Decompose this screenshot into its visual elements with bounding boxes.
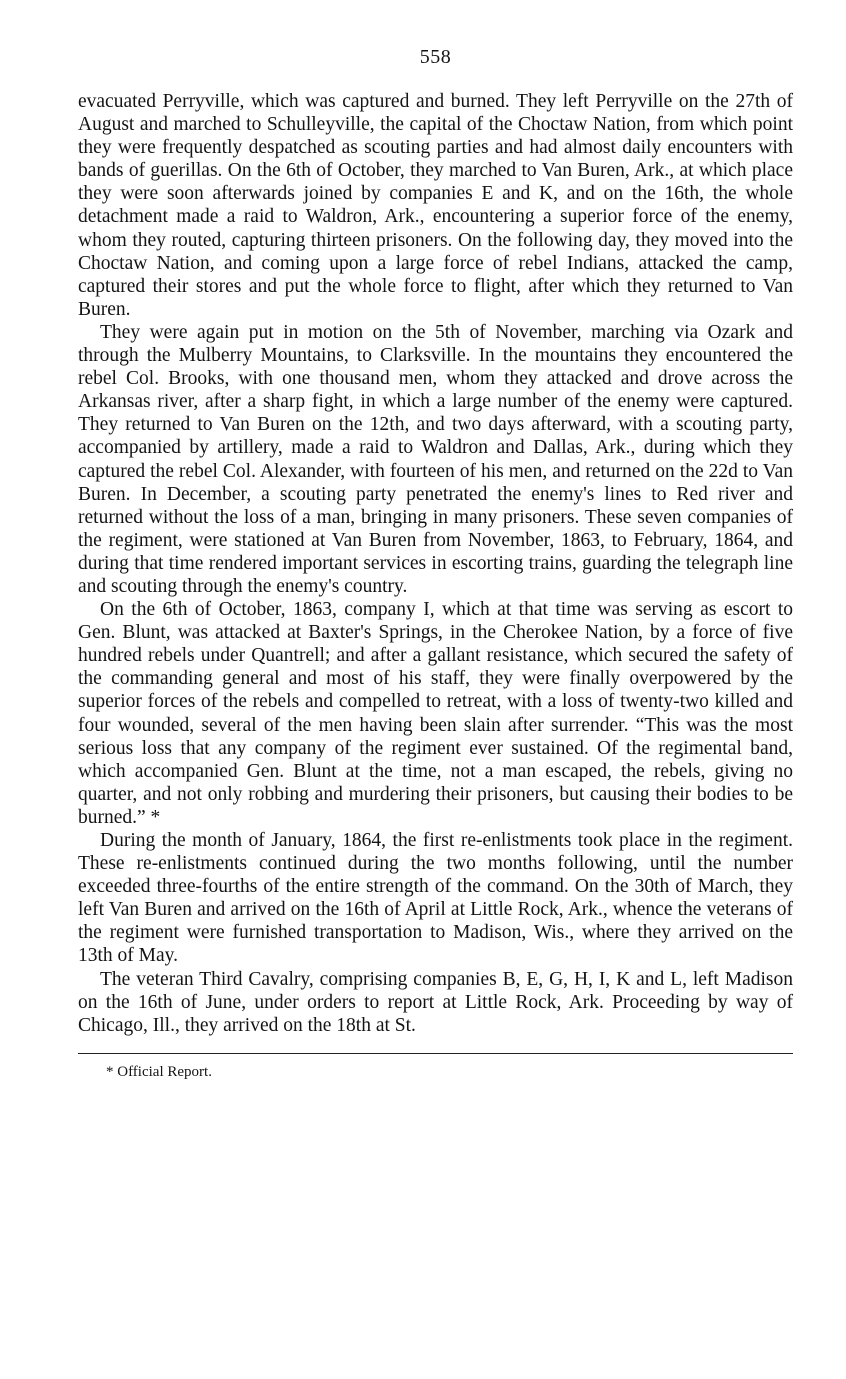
- paragraph-3: On the 6th of October, 1863, company I, which at that time was serving as escort to Gen. Blunt, was attacked at Baxter's Springs, in the Cherokee Nation, by a force of five hundred rebels under Quantrell; and after a gallant resistance, which secured the safety of the commanding general and most of his staff, they were finally overpowered by the superior forces of the rebels and compelled to retreat, with a loss of twenty-two killed and four wounded, several of the men having been slain after surrender. “This was the most serious loss that any company of the regiment ever sustained. Of the regimental band, which accompanied Gen. Blunt at the time, not a man escaped, the rebels, giving no quarter, and not only robbing and murdering their prisoners, but causing their bodies to be burned.” *: [78, 599, 793, 828]
- paragraph-4: During the month of January, 1864, the first re-enlistments took place in the regiment. These re-enlistments continued during the two months following, until the number exceeded three-fourths of the entire strength of the command. On the 30th of March, they left Van Buren and arrived on the 16th of April at Little Rock, Ark., whence the veterans of the regiment were furnished transportation to Madison, Wis., where they arrived on the 13th of May.: [78, 830, 793, 967]
- footnote-divider: [78, 1053, 793, 1054]
- paragraph-5: The veteran Third Cavalry, comprising companies B, E, G, H, I, K and L, left Madison on the 16th of June, under orders to report at Little Rock, Ark. Proceeding by way of Chicago, Ill., they arrived on the 18th at St.: [78, 968, 793, 1036]
- paragraph-1: evacuated Perryville, which was captured and burned. They left Perryville on the 27th of August and marched to Schulleyville, the capital of the Choctaw Nation, from which point they were frequently despatched as scouting parties and had almost daily encounters with bands of guerillas. On the 6th of October, they marched to Van Buren, Ark., at which place they were soon afterwards joined by companies E and K, and on the 16th, the whole detachment made a raid to Waldron, Ark., encountering a superior force of the enemy, whom they routed, capturing thirteen prisoners. On the following day, they moved into the Choctaw Nation, and coming upon a large force of rebel Indians, attacked the camp, captured their stores and put the whole force to flight, after which they returned to Van Buren.: [78, 91, 793, 320]
- paragraph-2: They were again put in motion on the 5th of November, marching via Ozark and through the Mulberry Mountains, to Clarksville. In the mountains they encountered the rebel Col. Brooks, with one thousand men, whom they attacked and drove across the Arkansas river, after a sharp fight, in which a large number of the enemy were captured. They returned to Van Buren on the 12th, and two days afterward, with a scouting party, accompanied by artillery, made a raid to Waldron and Dallas, Ark., during which they captured the rebel Col. Alexander, with fourteen of his men, and returned on the 22d to Van Buren. In December, a scouting party penetrated the enemy's lines to Red river and returned without the loss of a man, bringing in many prisoners. These seven companies of the regiment, were stationed at Van Buren from November, 1863, to February, 1864, and during that time rendered important services in escorting trains, guarding the telegraph line and scouting through the enemy's country.: [78, 321, 793, 597]
- page-number: 558: [419, 46, 452, 68]
- footnote: * Official Report.: [106, 1063, 212, 1080]
- document-page: [78, 44, 793, 1082]
